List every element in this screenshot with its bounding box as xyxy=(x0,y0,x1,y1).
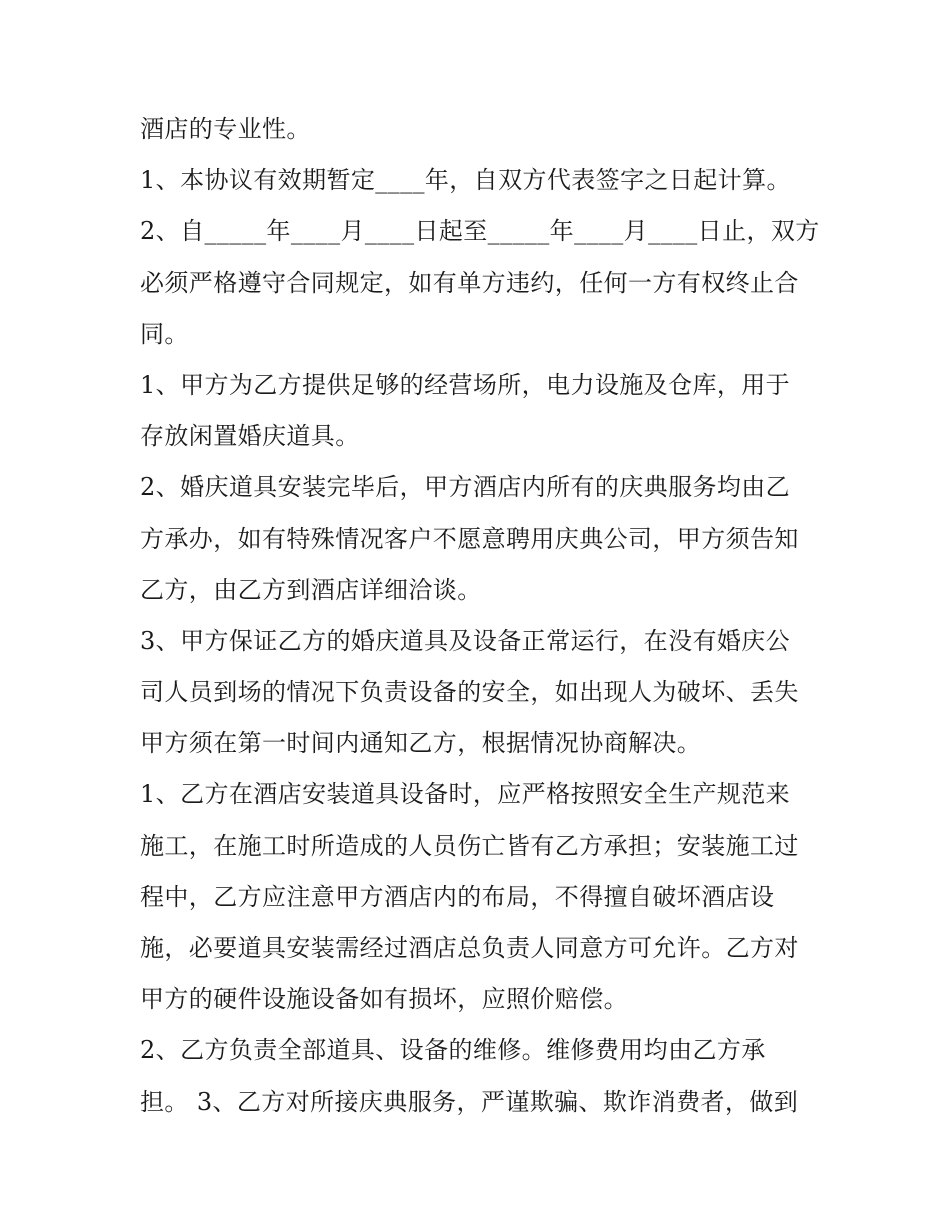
text-line: 程中，乙方应注意甲方酒店内的布局，不得擅自破坏酒店设 xyxy=(140,882,775,911)
text-line: 同。 xyxy=(140,319,189,348)
text-line: 1、甲方为乙方提供足够的经营场所，电力设施及仓库，用于 xyxy=(140,370,791,399)
text-line: 甲方须在第一时间内通知乙方，根据情况协商解决。 xyxy=(140,729,702,758)
text-line: 担。 3、乙方对所接庆典服务，严谨欺骗、欺诈消费者，做到 xyxy=(140,1087,799,1116)
document-body xyxy=(140,104,830,1128)
text-line: 甲方的硬件设施设备如有损坏，应照价赔偿。 xyxy=(140,985,628,1014)
text-line: 1、乙方在酒店安装道具设备时，应严格按照安全生产规范来 xyxy=(140,780,791,809)
text-line: 酒店的专业性。 xyxy=(140,115,311,143)
text-line: 必须严格遵守合同规定，如有单方违约，任何一方有权终止合 xyxy=(140,268,799,297)
text-line: 乙方，由乙方到酒店详细洽谈。 xyxy=(140,575,482,604)
text-line: 2、婚庆道具安装完毕后，甲方酒店内所有的庆典服务均由乙 xyxy=(140,473,791,502)
text-line: 施工，在施工时所造成的人员伤亡皆有乙方承担；安装施工过 xyxy=(140,831,799,860)
text-line: 2、自_____年____月____日起至_____年____月____日止，双方 xyxy=(140,217,820,246)
text-line: 2、乙方负责全部道具、设备的维修。维修费用均由乙方承 xyxy=(140,1036,766,1065)
text-line: 3、甲方保证乙方的婚庆道具及设备正常运行，在没有婚庆公 xyxy=(140,626,791,655)
text-line: 1、本协议有效期暂定____年，自双方代表签字之日起计算。 xyxy=(140,166,791,195)
text-line: 司人员到场的情况下负责设备的安全，如出现人为破坏、丢失 xyxy=(140,678,799,707)
text-line: 存放闲置婚庆道具。 xyxy=(140,422,360,451)
text-line: 施，必要道具安装需经过酒店总负责人同意方可允许。乙方对 xyxy=(140,934,799,962)
text-line: 方承办，如有特殊情况客户不愿意聘用庆典公司，甲方须告知 xyxy=(140,524,799,553)
